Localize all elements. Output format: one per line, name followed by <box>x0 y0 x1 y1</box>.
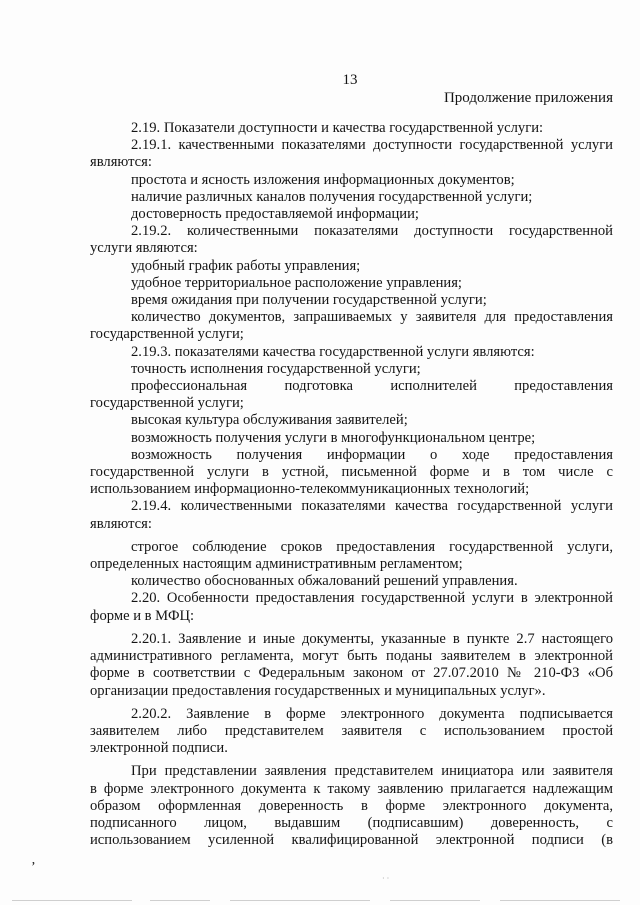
list-item: профессиональная подготовка исполнителей предоставления <box>131 378 613 395</box>
margin-mark: ’ <box>31 860 36 875</box>
text-line: государственной услуги; <box>90 395 244 412</box>
text-line: использованием усиленной квалифицированной электронной подписи (в <box>90 832 613 849</box>
list-item: наличие различных каналов получения государственной услуги; <box>131 188 533 205</box>
list-item: строгое соблюдение сроков предоставления государственной услуги, <box>131 538 613 555</box>
text-line: 2.20.1. Заявление и иные документы, указанные в пункте 2.7 настоящего <box>131 630 613 647</box>
text-line: государственной услуги; <box>90 326 244 343</box>
text-line: образом оформленная доверенность в форме электронного документа, <box>90 797 613 814</box>
section-2-20-heading: 2.20. Особенности предоставления государственной услуги в электронной <box>131 590 613 607</box>
text-line: При представлении заявления представителем инициатора или заявителя <box>131 763 613 780</box>
text-line: административного регламента, могут быть поданы заявителем в электронной <box>90 648 613 665</box>
text-line: 2.19.3. показателями качества государственной услуги являются: <box>131 343 535 360</box>
list-item: время ожидания при получении государственной услуги; <box>131 292 487 309</box>
page-number: 13 <box>342 72 358 88</box>
text-line: заявителем либо представителем заявителя с использованием простой <box>90 722 613 739</box>
text-line: услуги являются: <box>90 240 198 257</box>
scan-dots: · · <box>382 874 390 883</box>
continuation-header: Продолжение приложения <box>443 90 613 106</box>
text-line: 2.19.1. качественными показателями доступности государственной услуги <box>131 137 613 154</box>
list-item: количество документов, запрашиваемых у заявителя для предоставления <box>131 309 613 326</box>
text-line: форме в соответствии с Федеральным законом от 27.07.2010 № 210-ФЗ «Об <box>90 665 613 682</box>
text-line: 2.19.2. количественными показателями доступности государственной <box>131 223 613 240</box>
text-line: организации предоставления государственных и муниципальных услуг». <box>90 682 546 699</box>
list-item: возможность получения информации о ходе предоставления <box>131 446 613 463</box>
text-line: 2.19.4. количественными показателями качества государственной услуги <box>131 498 613 515</box>
list-item: количество обоснованных обжалований решений управления. <box>131 573 518 590</box>
text-line: государственной услуги в устной, письменной форме и в том числе с <box>90 464 613 481</box>
list-item: высокая культура обслуживания заявителей; <box>131 412 408 429</box>
text-line: электронной подписи. <box>90 740 228 757</box>
list-item: удобный график работы управления; <box>131 257 361 274</box>
document-body <box>90 120 613 849</box>
list-item: простота и ясность изложения информационных документов; <box>131 171 515 188</box>
text-line: использованием информационно-телекоммуникационных технологий; <box>90 481 530 498</box>
list-item: возможность получения услуги в многофункциональном центре; <box>131 429 536 446</box>
text-line: подписанного лицом, выдавшим (подписавшим) доверенность, с <box>90 814 613 831</box>
text-line: форме и в МФЦ: <box>90 607 195 624</box>
section-2-19-heading: 2.19. Показатели доступности и качества государственной услуги: <box>131 120 544 136</box>
text-line: 2.20.2. Заявление в форме электронного документа подписывается <box>131 705 613 722</box>
scan-footer-noise <box>0 898 640 905</box>
list-item: точность исполнения государственной услуги; <box>131 360 421 377</box>
text-line: определенных настоящим административным регламентом; <box>90 556 463 573</box>
text-line: являются: <box>90 515 152 532</box>
text-line: являются: <box>90 154 152 171</box>
list-item: удобное территориальное расположение управления; <box>131 274 462 291</box>
text-line: в форме электронного документа к такому заявлению прилагается надлежащим <box>90 780 613 797</box>
list-item: достоверность предоставляемой информации; <box>131 206 419 223</box>
